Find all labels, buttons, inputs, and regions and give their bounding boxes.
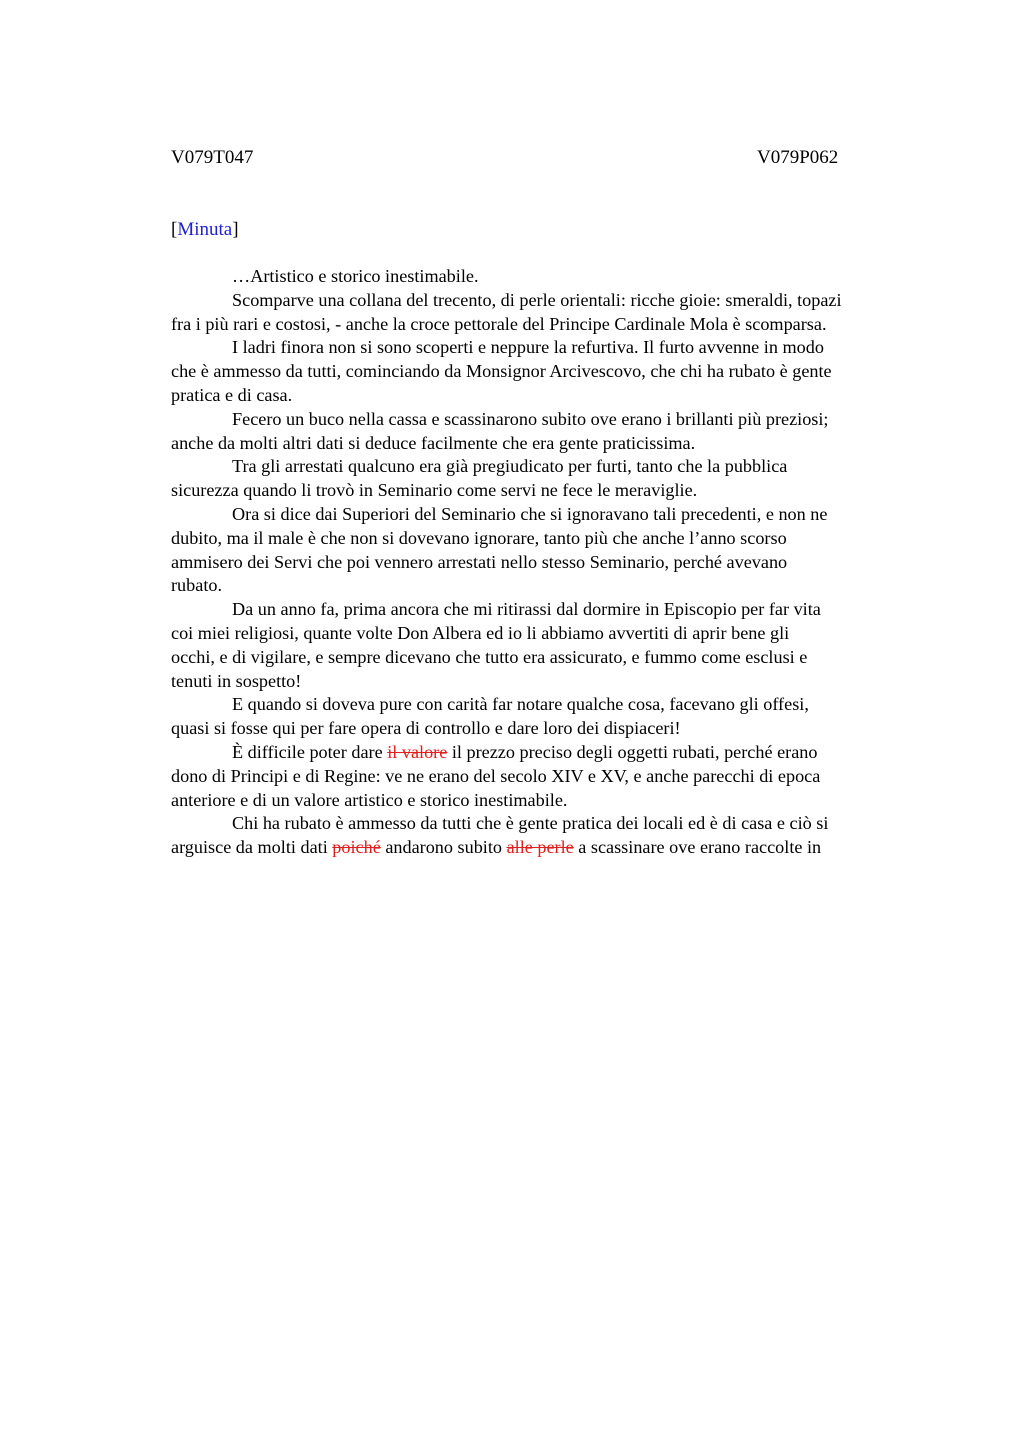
text-line: dono di Principi e di Regine: ve ne erano del secolo XIV e XV, e anche parecchi di epoca [171, 765, 821, 786]
text-segment: a scassinare ove erano raccolte in [573, 837, 822, 858]
text-segment: il prezzo preciso degli oggetti rubati, perché erano [447, 741, 818, 762]
deleted-text: alle perle [506, 837, 574, 858]
paragraph-1 [171, 265, 926, 289]
paragraph-3 [171, 336, 926, 407]
text-line: Fecero un buco nella cassa e scassinarono subito ove erano i brillanti più preziosi; [232, 408, 829, 429]
paragraph-7 [171, 598, 926, 693]
letter-body [171, 265, 926, 860]
text-segment: È difficile poter dare [232, 741, 388, 762]
document-code-left: V079T047 [171, 147, 254, 168]
text-line: che è ammesso da tutti, cominciando da Monsignor Arcivescovo, che chi ha rubato è gente [171, 361, 832, 382]
text-line: ammisero dei Servi che poi vennero arrestati nello stesso Seminario, perché avevano [171, 551, 788, 572]
text-line: fra i più rari e costosi, - anche la croce pettorale del Principe Cardinale Mola è scomparsa. [171, 313, 827, 334]
text-line: anteriore e di un valore artistico e storico inestimabile. [171, 789, 568, 810]
paragraph-10 [171, 812, 926, 860]
text-line: sicurezza quando li trovò in Seminario come servi ne fece le meraviglie. [171, 480, 698, 501]
section-label-word: Minuta [177, 219, 233, 240]
text-line: rubato. [171, 575, 223, 596]
text-line: anche da molti altri dati si deduce facilmente che era gente praticissima. [171, 432, 696, 453]
text-line: dubito, ma il male è che non si dovevano ignorare, tanto più che anche l’anno scorso [171, 527, 787, 548]
paragraph-6 [171, 503, 926, 598]
deleted-text: poiché [332, 837, 381, 858]
text-segment: arguisce da molti dati [171, 837, 333, 858]
text-line [171, 836, 926, 860]
text-line: tenuti in sospetto! [171, 670, 302, 691]
document-code-right: V079P062 [757, 147, 839, 168]
text-segment: andarono subito [380, 837, 507, 858]
text-line [171, 741, 926, 765]
text-line: I ladri finora non si sono scoperti e neppure la refurtiva. Il furto avvenne in modo [232, 337, 824, 358]
text-line: Scomparve una collana del trecento, di perle orientali: ricche gioie: smeraldi, topazi [232, 289, 842, 310]
paragraph-9 [171, 741, 926, 812]
section-label [171, 218, 239, 242]
text-line: coi miei religiosi, quante volte Don Albera ed io li abbiamo avvertiti di aprir bene gli [171, 622, 790, 643]
text-line: Ora si dice dai Superiori del Seminario che si ignoravano tali precedenti, e non ne [232, 503, 828, 524]
text-line: Chi ha rubato è ammesso da tutti che è gente pratica dei locali ed è di casa e ciò si [232, 813, 829, 834]
paragraph-5 [171, 455, 926, 503]
close-bracket: ] [232, 219, 239, 240]
open-bracket: [ [171, 219, 178, 240]
deleted-text: il valore [387, 741, 448, 762]
text-line: E quando si doveva pure con carità far notare qualche cosa, facevano gli offesi, [232, 694, 809, 715]
text-line: quasi si fosse qui per fare opera di controllo e dare loro dei dispiaceri! [171, 718, 681, 739]
text-line: Da un anno fa, prima ancora che mi ritirassi dal dormire in Episcopio per far vita [232, 599, 821, 620]
text-line: …Artistico e storico inestimabile. [232, 266, 479, 286]
text-line: Tra gli arrestati qualcuno era già pregiudicato per furti, tanto che la pubblica [232, 456, 788, 477]
paragraph-8 [171, 693, 926, 741]
text-line: occhi, e di vigilare, e sempre dicevano che tutto era assicurato, e fummo come esclusi e [171, 646, 808, 667]
text-line: pratica e di casa. [171, 384, 293, 405]
paragraph-2 [171, 289, 926, 337]
paragraph-4 [171, 408, 926, 456]
